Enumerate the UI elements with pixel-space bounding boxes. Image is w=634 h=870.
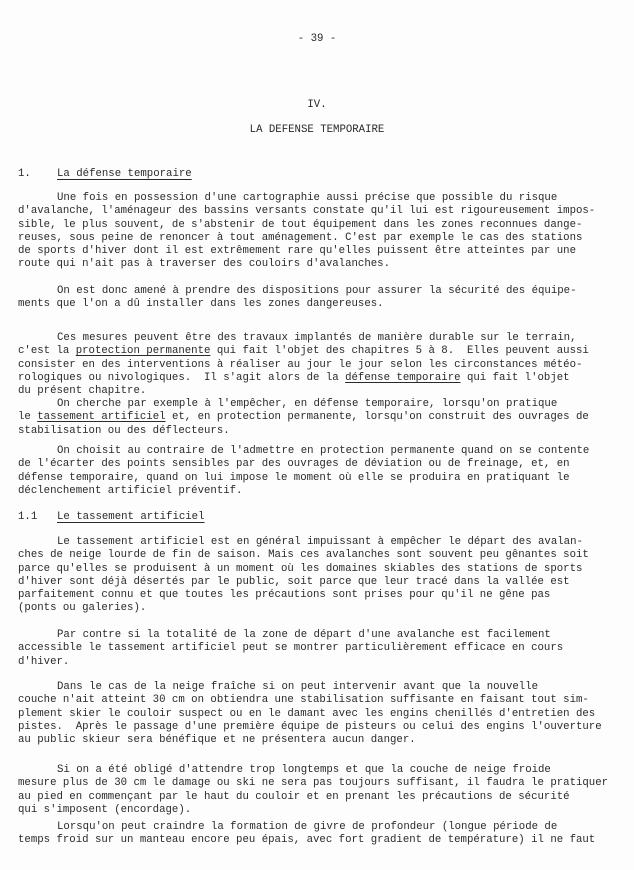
text-line xyxy=(18,232,628,245)
text-segment: Par contre si la totalité de la zone de départ d'une avalanche est facilement xyxy=(57,629,551,641)
underlined-term: défense temporaire xyxy=(345,371,461,384)
text-line xyxy=(18,536,628,549)
paragraph xyxy=(18,285,628,312)
text-line xyxy=(18,791,628,804)
text-segment: parfaitement connu et que toutes les précautions sont prises pour qu'il ne gêne pas xyxy=(18,589,551,602)
text-segment: Dans le cas de la neige fraîche si on peut intervenir avant que la nouvelle xyxy=(57,681,539,693)
text-line xyxy=(18,398,628,411)
text-segment: au pied en commençant par le haut du couloir et en prenant les précautions de sécurité xyxy=(18,790,570,803)
text-segment: d'hiver sont déjà désertés par le public, soit parce que leur tracé dans la vallée est xyxy=(18,575,570,588)
paragraph xyxy=(18,192,628,272)
paragraph xyxy=(18,445,628,498)
text-segment: rologiques ou nivologiques. Il s'agit alors de la xyxy=(18,371,346,384)
text-line xyxy=(18,485,628,498)
text-segment: qui s'imposent (encordage). xyxy=(18,803,192,816)
text-segment: sible, le plus souvent, de s'abstenir de tout équipement dans les zones reconnues dange- xyxy=(18,218,583,231)
text-segment: (ponts ou galeries). xyxy=(18,602,147,615)
text-line xyxy=(18,694,628,707)
text-segment: stabilisation ou des déflecteurs. xyxy=(18,424,230,437)
text-segment: d'hiver. xyxy=(18,655,70,668)
text-line xyxy=(18,458,628,471)
paragraph xyxy=(18,536,628,616)
text-segment: reuses, sous peine de renoncer à tout aménagement. C'est par exemple le cas des stations xyxy=(18,231,583,244)
text-segment: pistes. Après le passage d'une première équipe de pisteurs ou celui des engins l'ouverture xyxy=(18,720,602,733)
text-segment: plement skier le couloir suspect ou en le damant avec les engins chenillés d'entretien des xyxy=(18,707,596,720)
text-line xyxy=(18,642,628,655)
text-segment: du présent chapitre. xyxy=(18,385,147,398)
text-segment: temps froid sur un manteau encore peu épais, avec fort gradient de température) il ne faut xyxy=(18,834,596,847)
text-line xyxy=(18,332,628,345)
text-segment: c'est la xyxy=(18,345,76,358)
paragraph xyxy=(18,398,628,438)
text-segment: route qui n'ait pas à traverser des couloirs d'avalanches. xyxy=(18,258,390,271)
text-segment: couche n'ait atteint 30 cm on obtiendra une stabilisation suffisante en faisant tout sim- xyxy=(18,694,589,707)
text-line xyxy=(18,245,628,258)
text-segment: et, en protection permanente, lorsqu'on construit des ouvrages de xyxy=(165,411,589,424)
paragraph xyxy=(18,821,628,848)
text-segment: de l'écarter des points sensibles par des ouvrages de déviation ou de freinage, et, en xyxy=(18,458,570,471)
text-segment: qui fait l'objet xyxy=(460,371,570,384)
text-line xyxy=(18,345,628,358)
text-line xyxy=(18,285,628,298)
text-segment: au public skieur sera bénéfique et ne présentera aucun danger. xyxy=(18,734,416,747)
text-line xyxy=(18,219,628,232)
text-line xyxy=(18,656,628,669)
text-line xyxy=(18,804,628,817)
text-line xyxy=(18,205,628,218)
text-line xyxy=(18,563,628,576)
text-line xyxy=(18,192,628,205)
text-line xyxy=(18,734,628,747)
text-line xyxy=(18,258,628,271)
text-segment: Si on a été obligé d'attendre trop longtemps et que la couche de neige froide xyxy=(57,764,551,776)
text-segment: Lorsqu'on peut craindre la formation de givre de profondeur (longue période de xyxy=(57,821,558,833)
text-segment: de sports d'hiver dont il est extrêmement rare qu'elles puissent être atteintes par une xyxy=(18,245,576,258)
text-line xyxy=(18,821,628,834)
text-line xyxy=(18,834,628,847)
chapter-number: IV. xyxy=(307,99,327,111)
paragraph xyxy=(18,681,628,747)
text-segment: On cherche par exemple à l'empêcher, en défense temporaire, lorsqu'on pratique xyxy=(57,398,558,410)
text-line xyxy=(18,721,628,734)
text-segment: ches de neige lourde de fin de saison. Mais ces avalanches sont souvent peu gênantes soit xyxy=(18,549,589,562)
text-segment: On choisit au contraire de l'admettre en protection permanente quand on se contente xyxy=(57,445,590,457)
text-segment: mesure plus de 30 cm le damage ou ski ne sera pas toujours suffisant, il faudra le pratiquer xyxy=(18,777,609,790)
text-line xyxy=(18,359,628,372)
section-1-1-heading: Le tassement artificiel xyxy=(57,511,205,523)
text-line xyxy=(18,472,628,485)
underlined-term: protection permanente xyxy=(75,345,211,358)
text-segment: déclenchement artificiel préventif. xyxy=(18,484,243,497)
text-segment: le xyxy=(18,411,38,424)
underlined-term: tassement artificiel xyxy=(37,411,166,424)
text-segment: Une fois en possession d'une cartographie aussi précise que possible du risque xyxy=(57,192,558,204)
text-line xyxy=(18,708,628,721)
paragraph xyxy=(18,332,628,398)
text-segment: défense temporaire, quand on lui impose le moment où elle se produira en pratiquant le xyxy=(18,471,570,484)
text-segment: Le tassement artificiel est en général impuissant à empêcher le départ des avalan- xyxy=(57,536,583,548)
text-line xyxy=(18,385,628,398)
text-line xyxy=(18,425,628,438)
text-line xyxy=(18,298,628,311)
text-segment: d'avalanche, l'aménageur des bassins versants constate qu'il lui est rigoureusement impos- xyxy=(18,205,596,218)
section-1-heading: La défense temporaire xyxy=(57,168,192,180)
page-number: - 39 - xyxy=(297,33,337,45)
paragraph xyxy=(18,764,628,817)
text-line xyxy=(18,445,628,458)
text-line xyxy=(18,411,628,424)
text-segment: ments que l'on a dû installer dans les zones dangereuses. xyxy=(18,298,384,311)
chapter-title: LA DEFENSE TEMPORAIRE xyxy=(249,124,385,136)
text-line xyxy=(18,576,628,589)
paragraph xyxy=(18,629,628,669)
text-segment: accessible le tassement artificiel peut se montrer particulièrement efficace en cours xyxy=(18,642,564,655)
text-segment: Ces mesures peuvent être des travaux implantés de manière durable sur le terrain, xyxy=(57,332,577,344)
text-line xyxy=(18,589,628,602)
text-segment: On est donc amené à prendre des dispositions pour assurer la sécurité des équipe- xyxy=(57,285,577,297)
section-1-1-number: 1.1 xyxy=(18,511,38,523)
text-line xyxy=(18,602,628,615)
text-line xyxy=(18,681,628,694)
text-line xyxy=(18,629,628,642)
text-line xyxy=(18,764,628,777)
text-segment: qui fait l'objet des chapitres 5 à 8. Elles peuvent aussi xyxy=(210,345,589,358)
text-line xyxy=(18,549,628,562)
text-line xyxy=(18,777,628,790)
text-segment: consister en des interventions à réaliser au jour le jour selon les circonstances météo- xyxy=(18,358,583,371)
text-line xyxy=(18,372,628,385)
section-1-number: 1. xyxy=(18,168,31,180)
text-segment: parce qu'elles se produisent à un moment où les domaines skiables des stations de sports xyxy=(18,562,583,575)
